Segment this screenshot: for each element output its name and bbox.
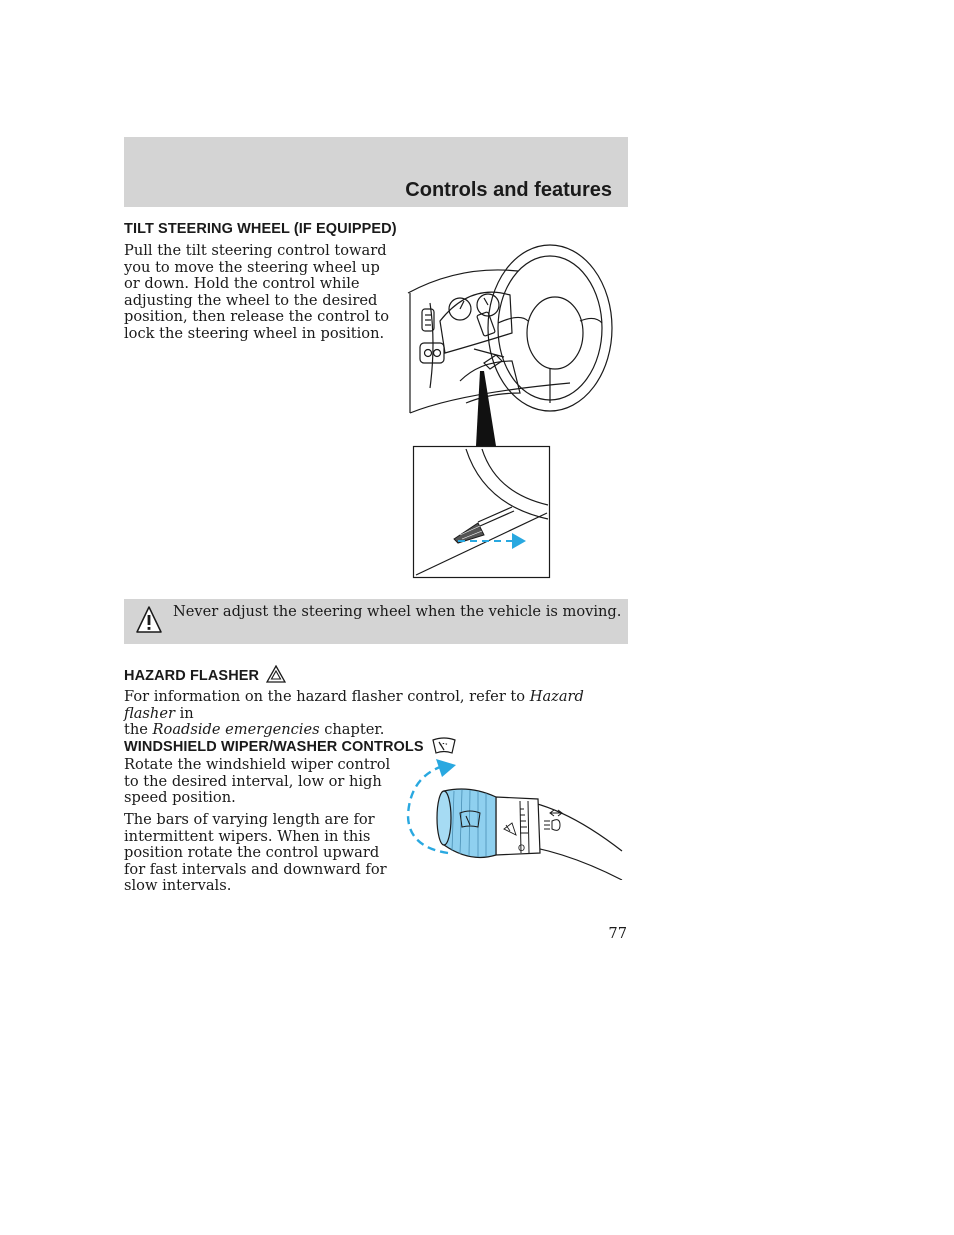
hazard-triangle-icon: [266, 665, 286, 683]
wiper-off-label: O: [518, 843, 526, 853]
tilt-paragraph: [124, 243, 389, 342]
roadside-emergencies-ref: Roadside emergencies: [152, 721, 320, 738]
page-title: Controls and features: [405, 179, 612, 201]
tilt-line: or down. Hold the control while: [124, 275, 360, 292]
windshield-wiper-icon: [431, 736, 457, 756]
steering-wheel-illustration: [400, 243, 620, 583]
warning-triangle-icon: [136, 605, 162, 635]
warning-box: [124, 599, 628, 644]
tilt-line: Pull the tilt steering control toward: [124, 242, 387, 259]
wiper-paragraph-1: Rotate the windshield wiper control to the desired interval, low or high speed position.: [124, 756, 391, 806]
headlamp-icon: [544, 810, 562, 830]
hazard-flasher-ref: Hazard flasher: [124, 688, 584, 722]
header-band: [124, 137, 628, 207]
tilt-line: lock the steering wheel in position.: [124, 324, 385, 342]
tilt-line: you to move the steering wheel up: [124, 258, 380, 276]
wiper-heading-label: WINDSHIELD WIPER/WASHER CONTROLS: [124, 739, 424, 755]
hazard-paragraph: For information on the hazard flasher control, refer to Hazard flasher in the Roadside emergencies chapter.: [124, 688, 584, 738]
tilt-heading: TILT STEERING WHEEL (IF EQUIPPED): [124, 221, 397, 237]
hazard-heading-label: HAZARD FLASHER: [124, 668, 260, 684]
wiper-heading: [124, 736, 457, 756]
wiper-paragraph-2: The bars of varying length are for intermittent wipers. When in this position rotate the control upward for fast intervals and downward for slow intervals.: [124, 811, 387, 894]
wiper-stalk-illustration: [400, 755, 628, 880]
tilt-line: adjusting the wheel to the desired: [124, 291, 378, 309]
rotation-arrowhead-icon: [436, 759, 456, 777]
warning-text: Never adjust the steering wheel when the vehicle is moving.: [173, 603, 622, 620]
page-number: 77: [608, 925, 627, 942]
tilt-line: position, then release the control to: [124, 308, 390, 325]
hazard-heading: [124, 665, 286, 684]
